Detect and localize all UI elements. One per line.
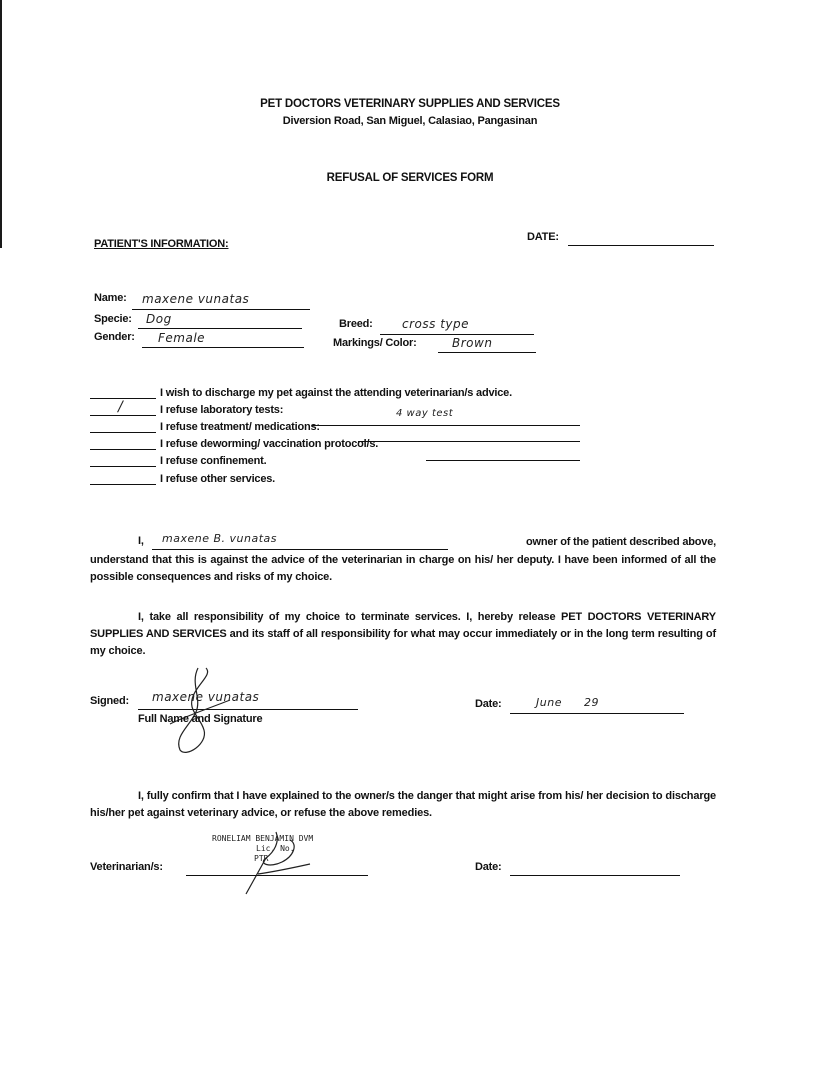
veterinarian-line[interactable] (186, 875, 368, 876)
statement-prefix: I, (138, 535, 144, 547)
vet-date-line[interactable] (510, 875, 680, 876)
specie-label: Specie: (94, 313, 132, 325)
date-field-line[interactable] (568, 245, 714, 246)
treatment-detail-line[interactable] (358, 441, 580, 442)
owner-name-value[interactable]: maxene B. vunatas (162, 532, 277, 545)
deworming-detail-line[interactable] (426, 460, 580, 461)
specie-value[interactable]: Dog (146, 312, 172, 326)
check-label-confinement: I refuse confinement. (160, 455, 267, 467)
vet-signature-scribble-icon (236, 828, 316, 900)
statement-line1-suffix: owner of the patient described above, (525, 536, 716, 548)
breed-label: Breed: (339, 318, 373, 330)
signed-date-label: Date: (475, 698, 502, 710)
statement-rest: understand that this is against the advice of the veterinarian in charge on his/ her deputy. I have been informed of all the possible consequences and risks of my choice. (90, 554, 716, 583)
gender-value[interactable]: Female (158, 331, 206, 345)
owner-name-line (152, 549, 448, 550)
vet-date-label: Date: (475, 861, 502, 873)
scan-edge-mark (0, 0, 2, 248)
form-title: REFUSAL OF SERVICES FORM (326, 172, 494, 184)
patient-info-heading: PATIENT'S INFORMATION: (94, 238, 229, 250)
check-label-deworming: I refuse deworming/ vaccination protocol/s. (160, 438, 379, 450)
lab-tests-detail-value[interactable]: 4 way test (396, 408, 454, 419)
breed-value[interactable]: cross type (402, 317, 469, 331)
check-mark-lab-tests: / (118, 399, 124, 415)
check-label-discharge: I wish to discharge my pet against the attending veterinarian/s advice. (160, 387, 512, 399)
date-label: DATE: (527, 231, 559, 243)
owner-signature-scribble-icon (160, 664, 240, 756)
confirmation-text: I, fully confirm that I have explained to the owner/s the danger that might arise from his/ her decision to discharge his/her pet against veterinary advice, or refuse the above remedies. (90, 790, 716, 819)
name-field-line (132, 309, 310, 310)
breed-field-line (380, 334, 534, 335)
name-label: Name: (94, 292, 127, 304)
check-blank-treatment[interactable] (90, 432, 156, 433)
gender-field-line (142, 347, 304, 348)
signed-date-line (510, 713, 684, 714)
check-blank-confinement[interactable] (90, 466, 156, 467)
company-address: Diversion Road, San Miguel, Calasiao, Pangasinan (282, 115, 538, 127)
specie-field-line (138, 328, 302, 329)
markings-field-line (438, 352, 536, 353)
check-blank-lab-tests[interactable] (90, 415, 156, 416)
company-name: PET DOCTORS VETERINARY SUPPLIES AND SERVICES (260, 98, 560, 110)
signed-date-value[interactable]: June 29 (536, 696, 599, 709)
vet-stamp-line1: RONELIAM BENJAMIN DVM (212, 834, 314, 843)
lab-tests-detail-line (312, 425, 580, 426)
check-label-treatment: I refuse treatment/ medications: (160, 421, 320, 433)
name-value[interactable]: maxene vunatas (142, 292, 250, 306)
check-blank-deworming[interactable] (90, 449, 156, 450)
check-label-other: I refuse other services. (160, 473, 276, 485)
veterinarian-label: Veterinarian/s: (90, 861, 163, 873)
signed-value[interactable]: maxene vunatas (152, 690, 260, 704)
markings-value[interactable]: Brown (452, 336, 493, 350)
signature-caption: Full Name and Signature (138, 713, 263, 725)
check-label-lab-tests: I refuse laboratory tests: (160, 404, 284, 416)
vet-stamp-line3: PTR (254, 854, 269, 863)
statement-paragraph-2: I, take all responsibility of my choice to terminate services. I, hereby release PET DOCTORS VETERINARY SUPPLIES AND SERVICES and its staff of all responsibility for what may occur immediately or in the long term resulting of my choice. (90, 611, 716, 657)
markings-label: Markings/ Color: (333, 337, 417, 349)
gender-label: Gender: (94, 331, 135, 343)
signed-label: Signed: (90, 695, 129, 707)
check-blank-other[interactable] (90, 484, 156, 485)
vet-stamp-line2: Lic. No. (256, 844, 295, 853)
